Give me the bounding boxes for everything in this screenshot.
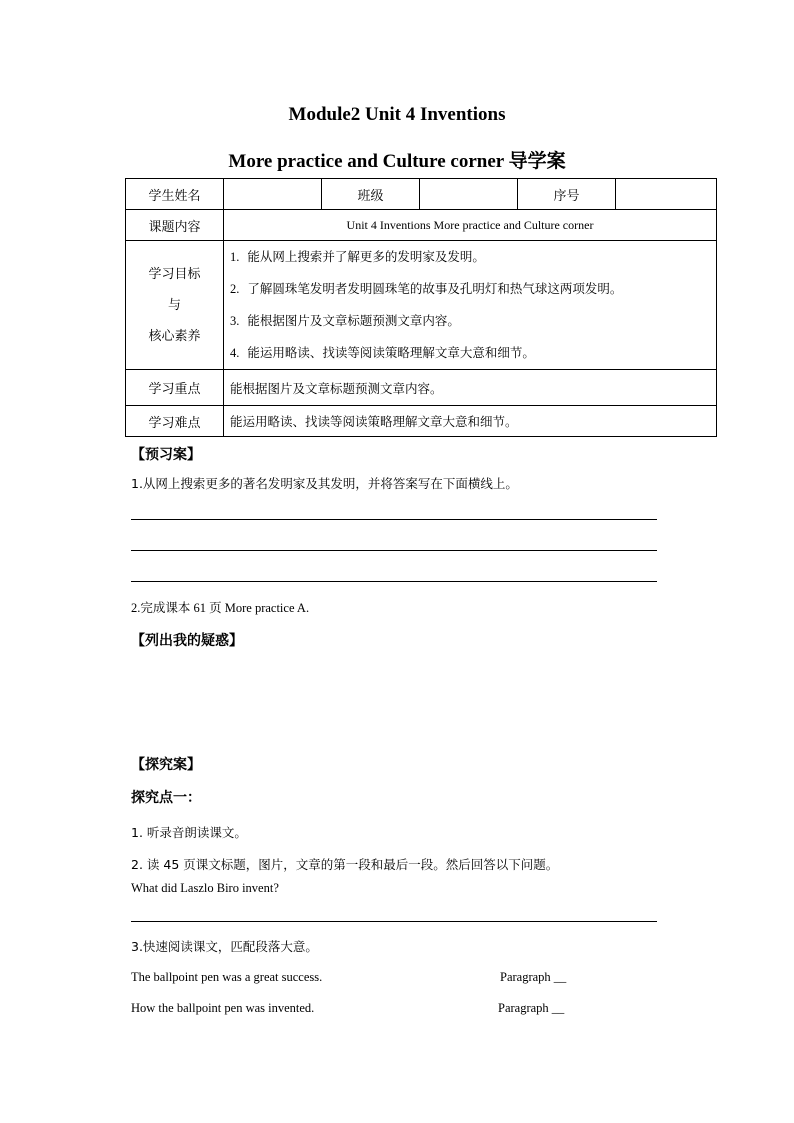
difficulty-label: 学习难点 — [126, 406, 224, 437]
doubts-heading: 【列出我的疑惑】 — [131, 633, 243, 649]
title-line-1: Module2 Unit 4 Inventions — [288, 104, 506, 125]
topic-value: Unit 4 Inventions More practice and Culture corner — [224, 210, 717, 241]
seat-number-label: 序号 — [518, 179, 616, 210]
explore-step-1: 1. 听录音朗读课文。 — [131, 825, 247, 840]
goals-label-line: 学习目标 — [148, 266, 201, 282]
goal-item: 3. 能根据图片及文章标题预测文章内容。 — [230, 313, 460, 328]
answer-line[interactable] — [131, 581, 657, 582]
goal-item: 2. 了解圆珠笔发明者发明圆珠笔的故事及孔明灯和热气球这两项发明。 — [230, 281, 623, 296]
goal-item: 1. 能从网上搜索并了解更多的发明家及发明。 — [230, 249, 485, 264]
class-cell[interactable] — [420, 179, 518, 210]
answer-line[interactable] — [131, 519, 657, 520]
match-paragraph-blank[interactable]: Paragraph __ — [500, 970, 567, 984]
match-sentence: How the ballpoint pen was invented. — [131, 1001, 315, 1015]
topic-label: 课题内容 — [126, 210, 224, 241]
goal-item: 4. 能运用略读、找读等阅读策略理解文章大意和细节。 — [230, 345, 535, 360]
preview-question-2: 2.完成课本 61 页 More practice A. — [131, 601, 310, 615]
goals-label-line: 核心素养 — [148, 328, 201, 344]
preview-question-1: 1.从网上搜索更多的著名发明家及其发明，并将答案写在下面横线上。 — [131, 476, 518, 491]
explore-step-2: 2. 读 45 页课文标题，图片，文章的第一段和最后一段。然后回答以下问题。 — [131, 857, 559, 872]
explore-point-1: 探究点一： — [131, 790, 201, 806]
explore-question: What did Laszlo Biro invent? — [131, 881, 279, 895]
student-name-label: 学生姓名 — [126, 179, 224, 210]
title-line-2: More practice and Culture corner 导学案 — [228, 151, 566, 172]
goals-label — [126, 241, 224, 370]
goals-list — [224, 241, 717, 370]
goals-label-line: 与 — [167, 297, 181, 313]
class-label: 班级 — [322, 179, 420, 210]
info-table — [125, 178, 717, 437]
key-point-value: 能根据图片及文章标题预测文章内容。 — [224, 370, 717, 406]
difficulty-value: 能运用略读、找读等阅读策略理解文章大意和细节。 — [224, 406, 717, 437]
answer-line[interactable] — [131, 550, 657, 551]
explore-heading: 【探究案】 — [131, 757, 201, 773]
seat-number-cell[interactable] — [616, 179, 717, 210]
key-point-label: 学习重点 — [126, 370, 224, 406]
preview-heading: 【预习案】 — [131, 447, 201, 463]
match-sentence: The ballpoint pen was a great success. — [131, 970, 323, 984]
answer-line[interactable] — [131, 921, 657, 922]
match-paragraph-blank[interactable]: Paragraph __ — [498, 1001, 565, 1015]
explore-step-3: 3.快速阅读课文，匹配段落大意。 — [131, 939, 318, 954]
student-name-cell[interactable] — [224, 179, 322, 210]
